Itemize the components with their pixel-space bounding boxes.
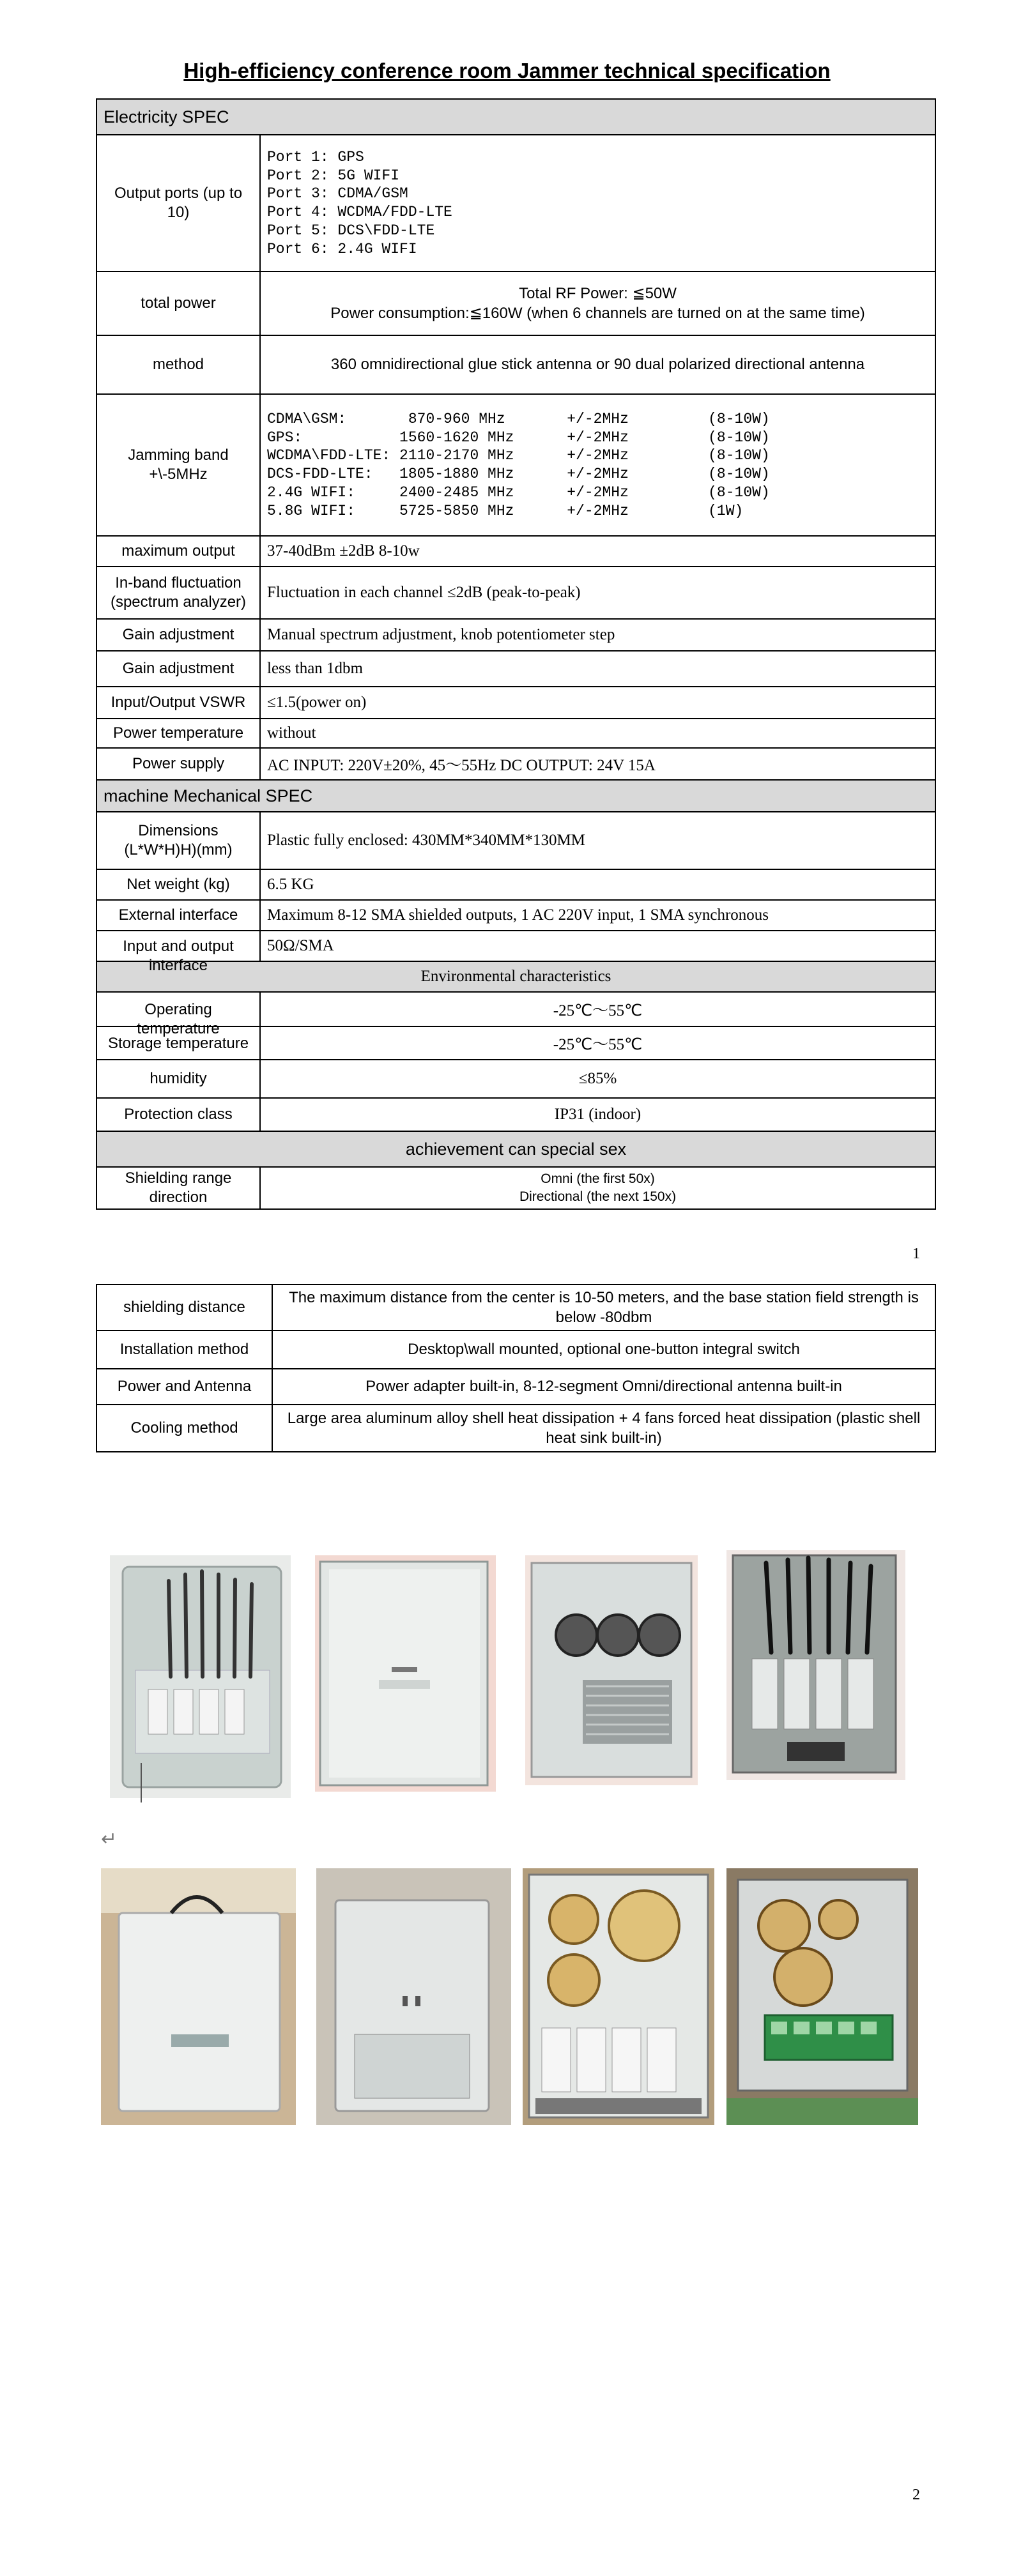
row-total-power — [96, 271, 935, 335]
power-antenna-label: Power and Antenna — [96, 1369, 272, 1405]
inband-label: In-band fluctuation (spectrum analyzer) — [96, 567, 260, 619]
inband-value: Fluctuation in each channel ≤2dB (peak-to-peak) — [260, 567, 935, 619]
band-line: WCDMA\FDD-LTE: 2110-2170 MHz +/-2MHz (8-10W) — [267, 447, 770, 464]
section-mechanical-spec: machine Mechanical SPEC — [96, 780, 935, 812]
power-supply-label: Power supply — [96, 748, 260, 780]
band-line: 2.4G WIFI: 2400-2485 MHz +/-2MHz (8-10W) — [267, 484, 770, 501]
installation-value: Desktop\wall mounted, optional one-button integral switch — [272, 1330, 935, 1369]
vswr-label: Input/Output VSWR — [96, 687, 260, 719]
external-interface-label: External interface — [96, 900, 260, 931]
omni-range-text: Omni (the first 50x) — [541, 1171, 655, 1186]
humidity-value: ≤85% — [260, 1060, 935, 1098]
op-temp-value: -25℃～55℃ — [260, 992, 935, 1026]
row-gain-adjustment-2 — [96, 651, 935, 687]
shielding-range-value — [260, 1167, 935, 1209]
band-line: CDMA\GSM: 870-960 MHz +/-2MHz (8-10W) — [267, 410, 770, 427]
max-output-value: 37-40dBm ±2dB 8-10w — [260, 536, 935, 567]
product-photo-back-box — [316, 1868, 511, 2125]
net-weight-value: 6.5 KG — [260, 869, 935, 900]
row-dimensions — [96, 812, 935, 869]
row-protection-class — [96, 1098, 935, 1131]
row-power-antenna — [96, 1369, 935, 1405]
power-consumption-text: Power consumption:≦160W (when 6 channels are turned on at the same time) — [330, 305, 865, 322]
spec-table-installation — [96, 1284, 936, 1452]
port-line: Port 3: CDMA/GSM — [267, 185, 408, 202]
io-interface-value: 50Ω/SMA — [260, 931, 935, 961]
row-external-interface — [96, 900, 935, 931]
row-jamming-band — [96, 394, 935, 536]
port-line: Port 1: GPS — [267, 148, 364, 165]
io-interface-label-text: Input and output interface — [123, 938, 234, 974]
jamming-band-value — [260, 394, 935, 536]
net-weight-label: Net weight (kg) — [96, 869, 260, 900]
row-operating-temperature — [96, 992, 935, 1026]
io-interface-label — [96, 931, 260, 974]
product-photo-back-fans — [525, 1555, 698, 1785]
row-storage-temperature — [96, 1026, 935, 1060]
product-photo-front-box — [101, 1868, 296, 2125]
page-number: 2 — [912, 2487, 920, 2503]
row-net-weight — [96, 869, 935, 900]
total-rf-power-text: Total RF Power: ≦50W — [519, 284, 677, 302]
section-environmental: Environmental characteristics — [96, 961, 935, 992]
jamming-band-label: Jamming band +\-5MHz — [96, 394, 260, 536]
cooling-value: Large area aluminum alloy shell heat dissipation + 4 fans forced heat dissipation (plastic shell heat sink built-in) — [272, 1405, 935, 1452]
product-photo-internal-fans — [726, 1868, 918, 2125]
storage-label-text: Storage temperature — [107, 1035, 249, 1052]
band-line: DCS-FDD-LTE: 1805-1880 MHz +/-2MHz (8-10W) — [267, 466, 770, 482]
power-supply-value: AC INPUT: 220V±20%, 45～55Hz DC OUTPUT: 24V 15A — [260, 748, 935, 780]
gain-label: Gain adjustment — [96, 619, 260, 651]
band-line: 5.8G WIFI: 5725-5850 MHz +/-2MHz (1W) — [267, 502, 744, 519]
section-achievement: achievement can special sex — [96, 1131, 935, 1167]
gain-label: Gain adjustment — [96, 651, 260, 687]
storage-value: -25℃～55℃ — [260, 1026, 935, 1060]
power-temp-label: Power temperature — [96, 719, 260, 748]
shielding-distance-value: The maximum distance from the center is 10-50 meters, and the base station field strength is below -80dbm — [272, 1284, 935, 1330]
spec-table-electrical — [96, 98, 936, 1210]
row-gain-adjustment-1 — [96, 619, 935, 651]
return-mark: ↵ — [101, 1829, 118, 1850]
row-power-supply — [96, 748, 935, 780]
gain-value: Manual spectrum adjustment, knob potentiometer step — [260, 619, 935, 651]
installation-label: Installation method — [96, 1330, 272, 1369]
section-electricity-spec: Electricity SPEC — [96, 99, 935, 135]
row-inband-fluctuation — [96, 567, 935, 619]
total-power-value — [260, 271, 935, 335]
row-shielding-distance — [96, 1284, 935, 1330]
product-photo-front-antennas — [110, 1555, 291, 1798]
method-value: 360 omnidirectional glue stick antenna or 90 dual polarized directional antenna — [260, 335, 935, 394]
gain-value: less than 1dbm — [260, 651, 935, 687]
band-line: GPS: 1560-1620 MHz +/-2MHz (8-10W) — [267, 429, 770, 446]
external-interface-value: Maximum 8-12 SMA shielded outputs, 1 AC 220V input, 1 SMA synchronous — [260, 900, 935, 931]
product-photo-internal-boards — [523, 1868, 714, 2125]
page-title: High-efficiency conference room Jammer technical specification — [183, 59, 831, 82]
op-temp-label-text: Operating temperature — [137, 1001, 220, 1037]
output-ports-label: Output ports (up to 10) — [96, 135, 260, 271]
power-temp-value: without — [260, 719, 935, 748]
protection-label: Protection class — [96, 1098, 260, 1131]
shielding-distance-label: shielding distance — [96, 1284, 272, 1330]
dimensions-label: Dimensions (L*W*H)H)(mm) — [96, 812, 260, 869]
row-installation-method — [96, 1330, 935, 1369]
method-label: method — [96, 335, 260, 394]
row-method — [96, 335, 935, 394]
row-output-ports — [96, 135, 935, 271]
shielding-range-label: Shielding range direction — [96, 1167, 260, 1209]
total-power-label: total power — [96, 271, 260, 335]
row-shielding-range — [96, 1167, 935, 1209]
op-temp-label — [96, 992, 260, 1037]
vswr-value: ≤1.5(power on) — [260, 687, 935, 719]
page-number: 1 — [912, 1246, 920, 1262]
row-io-interface — [96, 931, 935, 961]
output-ports-value — [260, 135, 935, 271]
humidity-label: humidity — [96, 1060, 260, 1098]
cooling-label: Cooling method — [96, 1405, 272, 1452]
caption-line — [141, 1763, 142, 1802]
max-output-label: maximum output — [96, 536, 260, 567]
row-humidity — [96, 1060, 935, 1098]
product-photo-front-closed — [315, 1555, 496, 1792]
row-power-temperature — [96, 719, 935, 748]
row-max-output — [96, 536, 935, 567]
power-antenna-value: Power adapter built-in, 8-12-segment Omni/directional antenna built-in — [272, 1369, 935, 1405]
product-photo-open-antennas — [726, 1550, 905, 1780]
row-cooling-method — [96, 1405, 935, 1452]
directional-range-text: Directional (the next 150x) — [519, 1189, 677, 1204]
protection-value: IP31 (indoor) — [260, 1098, 935, 1131]
dimensions-value: Plastic fully enclosed: 430MM*340MM*130MM — [260, 812, 935, 869]
port-line: Port 5: DCS\FDD-LTE — [267, 222, 435, 239]
row-vswr — [96, 687, 935, 719]
port-line: Port 2: 5G WIFI — [267, 167, 400, 184]
port-line: Port 6: 2.4G WIFI — [267, 240, 417, 257]
port-line: Port 4: WCDMA/FDD-LTE — [267, 204, 452, 220]
